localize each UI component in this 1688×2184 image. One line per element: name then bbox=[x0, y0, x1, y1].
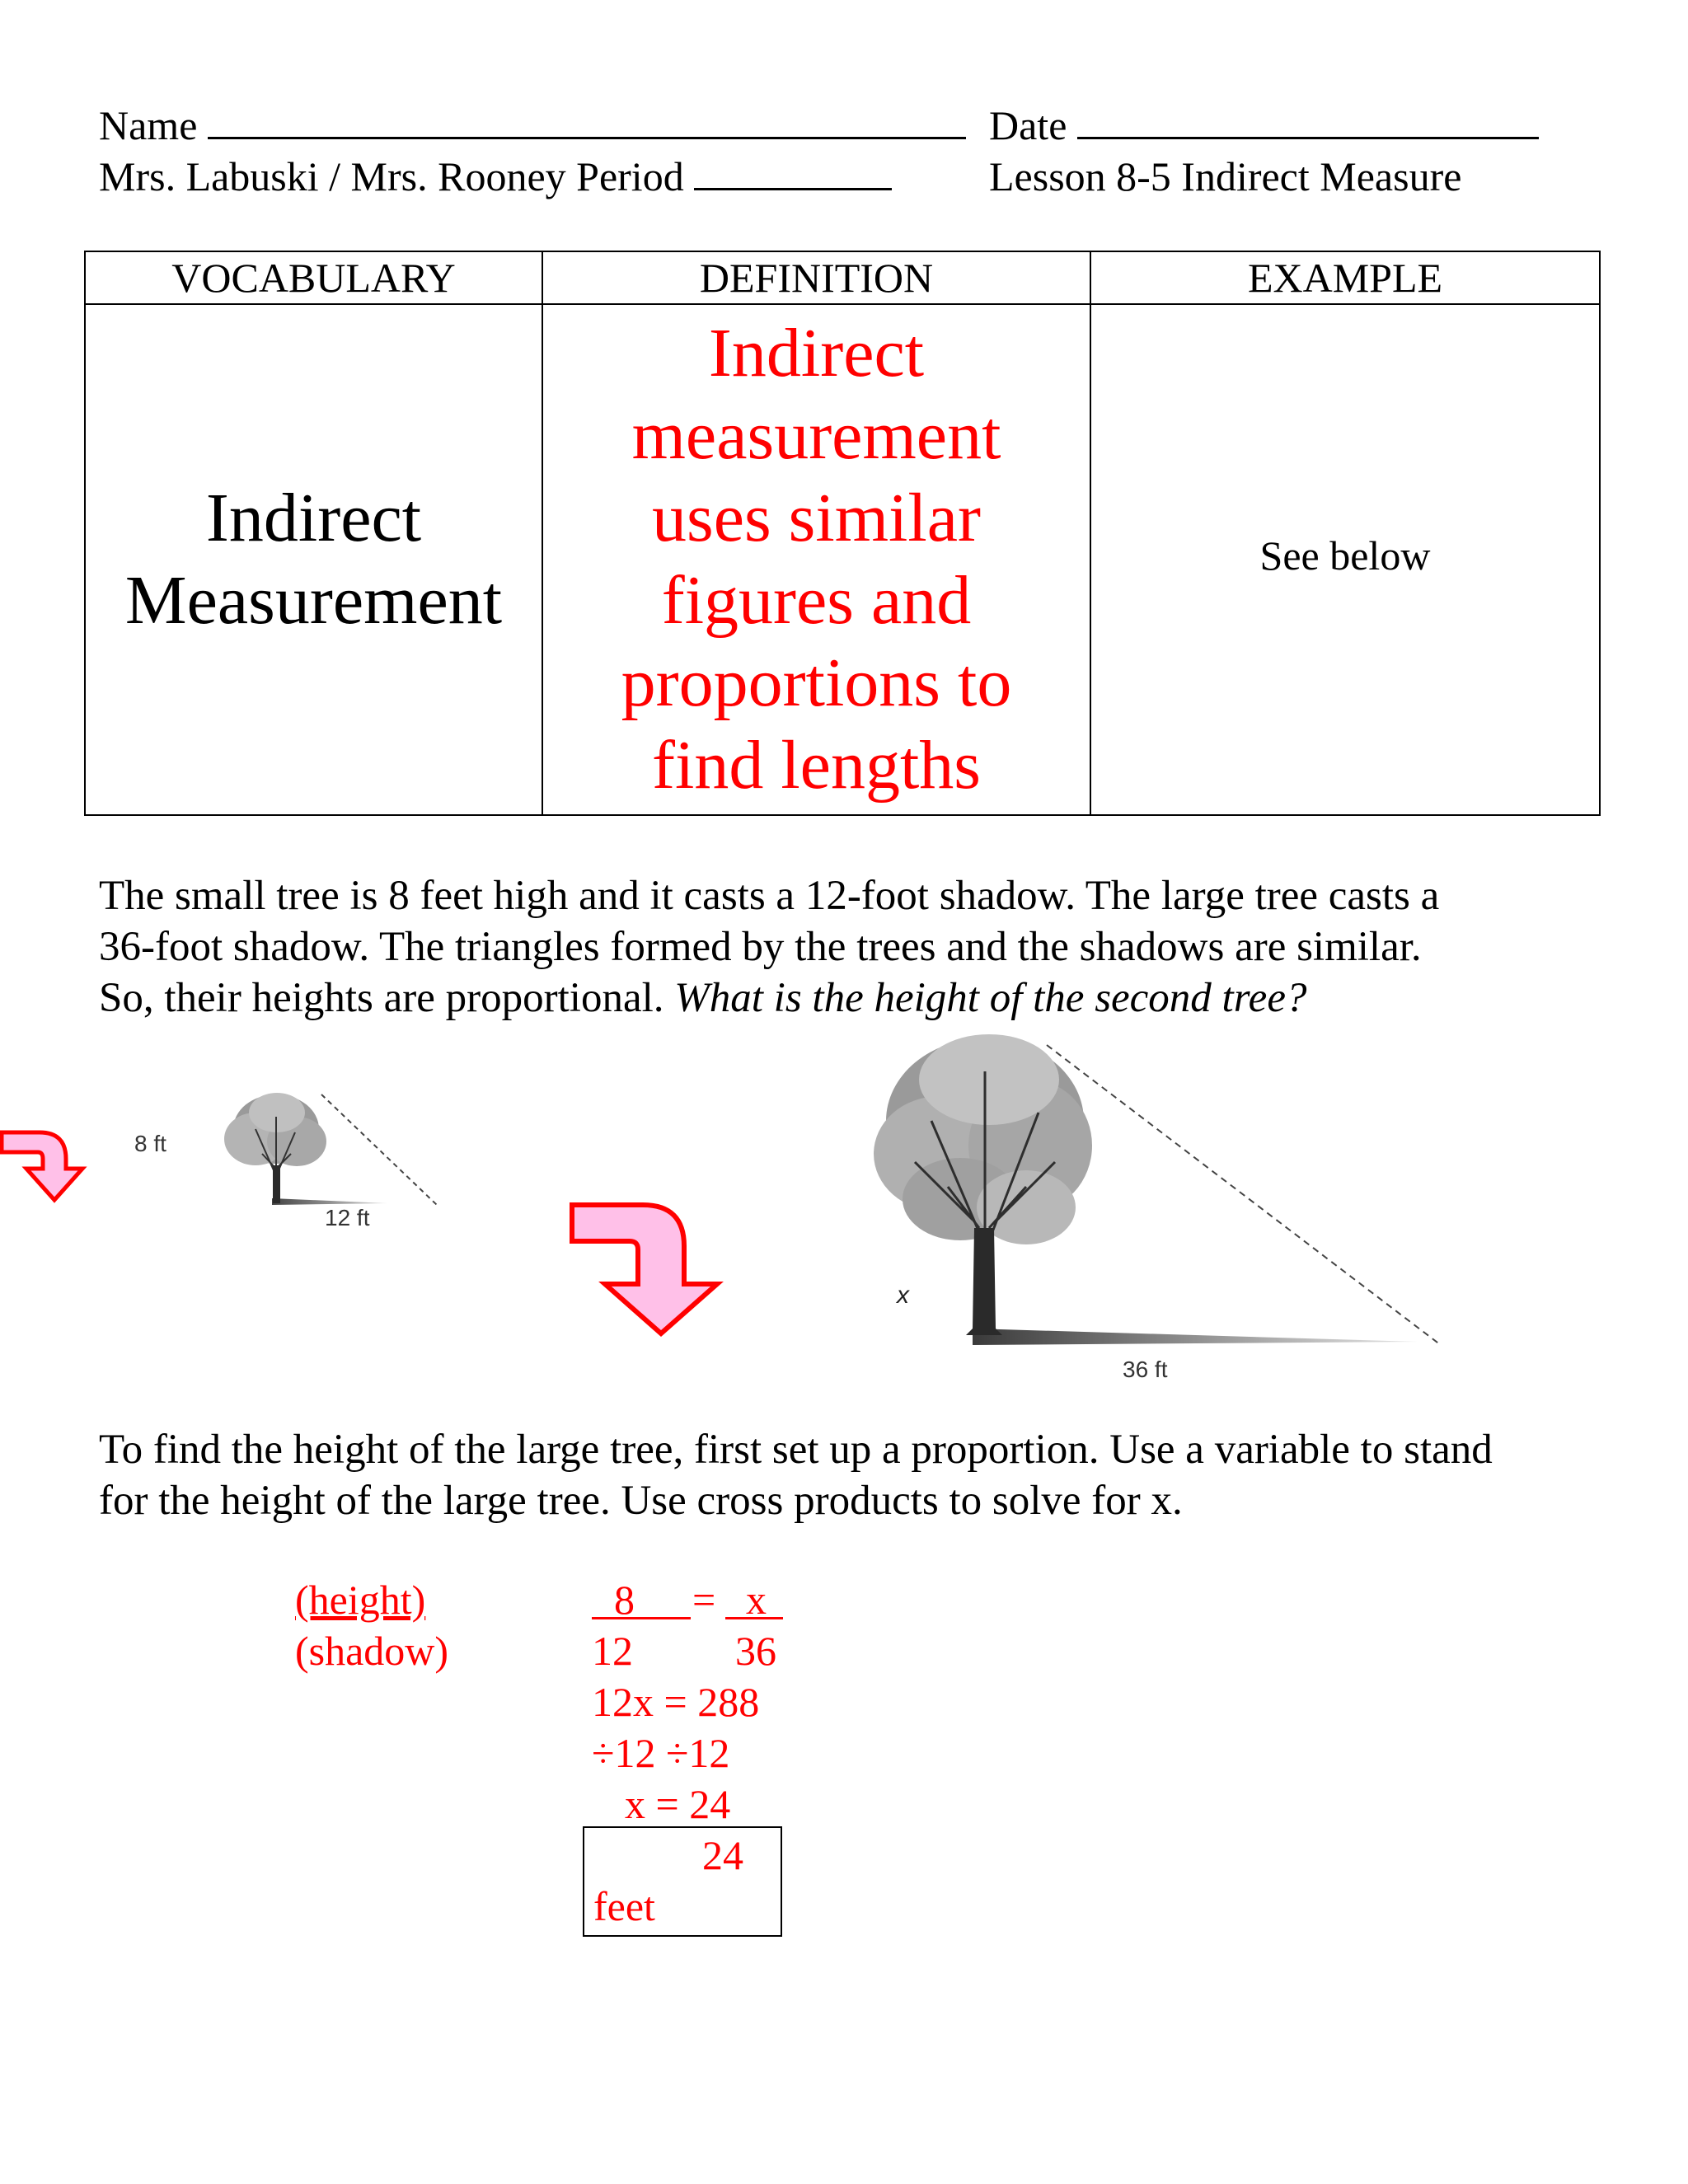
large-tree-height-label: x bbox=[897, 1282, 909, 1309]
small-tree-height-label: 8 ft bbox=[134, 1131, 166, 1156]
name-row bbox=[99, 101, 966, 150]
instructions-paragraph bbox=[99, 1424, 1665, 1526]
lesson-title: Lesson 8-5 Indirect Measure bbox=[989, 153, 1462, 199]
vocabulary-table bbox=[84, 251, 1601, 816]
problem-line: The small tree is 8 feet high and it casts a 12-foot shadow. The large tree casts a bbox=[99, 873, 1440, 919]
numerator-right: x bbox=[746, 1577, 767, 1623]
equals-sign: = bbox=[692, 1577, 716, 1623]
solution-step: ÷12 ÷12 bbox=[592, 1730, 730, 1776]
small-tree-icon bbox=[224, 1093, 326, 1203]
definition-cell bbox=[542, 304, 1090, 815]
date-field[interactable] bbox=[1077, 101, 1539, 139]
definition-line: figures and bbox=[661, 562, 972, 639]
definition-line: proportions to bbox=[621, 644, 1012, 721]
denominator-right: 36 bbox=[735, 1628, 776, 1674]
answer-value: 24 bbox=[702, 1832, 743, 1878]
instructions-line: To find the height of the large tree, first set up a proportion. Use a variable to stand bbox=[99, 1427, 1493, 1473]
definition-line: Indirect bbox=[708, 315, 925, 391]
col-header-example: EXAMPLE bbox=[1090, 251, 1600, 304]
problem-line-3 bbox=[99, 972, 1665, 1024]
numerator-left: 8 bbox=[614, 1577, 635, 1623]
example-cell: See below bbox=[1090, 304, 1600, 815]
definition-line: find lengths bbox=[652, 727, 981, 804]
vocabulary-term bbox=[85, 304, 542, 815]
answer-unit: feet bbox=[593, 1883, 655, 1929]
large-tree-figure bbox=[849, 1022, 1451, 1352]
small-tree-shadow-label: 12 ft bbox=[325, 1205, 370, 1230]
problem-line: So, their heights are proportional. bbox=[99, 975, 664, 1021]
problem-paragraph bbox=[99, 870, 1665, 1024]
large-tree-shadow-label: 36 ft bbox=[1123, 1357, 1168, 1382]
curved-arrow-icon bbox=[0, 1121, 91, 1212]
label-shadow: (shadow) bbox=[295, 1628, 449, 1674]
period-field[interactable] bbox=[694, 152, 892, 190]
col-header-definition: DEFINITION bbox=[542, 251, 1090, 304]
name-label: Name bbox=[99, 102, 198, 148]
small-tree-figure bbox=[198, 1080, 445, 1220]
solution-step: x = 24 bbox=[625, 1781, 731, 1827]
date-label: Date bbox=[989, 102, 1067, 148]
solution-step: 12x = 288 bbox=[592, 1679, 760, 1725]
fraction-bar-left bbox=[592, 1617, 691, 1619]
instructions-line: for the height of the large tree. Use cross products to solve for x. bbox=[99, 1478, 1183, 1524]
definition-line: uses similar bbox=[652, 480, 981, 556]
problem-question: What is the height of the second tree? bbox=[674, 975, 1307, 1021]
teacher-period-label: Mrs. Labuski / Mrs. Rooney Period bbox=[99, 153, 684, 199]
col-header-vocabulary: VOCABULARY bbox=[85, 251, 542, 304]
problem-line: 36-foot shadow. The triangles formed by the trees and the shadows are similar. bbox=[99, 924, 1422, 970]
name-field[interactable] bbox=[208, 101, 966, 139]
denominator-left: 12 bbox=[592, 1628, 633, 1674]
term-line: Measurement bbox=[124, 562, 503, 639]
curved-arrow-icon bbox=[569, 1195, 725, 1339]
period-row bbox=[99, 152, 892, 201]
label-height: (height) bbox=[295, 1577, 426, 1623]
date-row bbox=[989, 101, 1539, 150]
definition-line: measurement bbox=[631, 397, 1001, 474]
term-line: Indirect bbox=[205, 480, 422, 556]
